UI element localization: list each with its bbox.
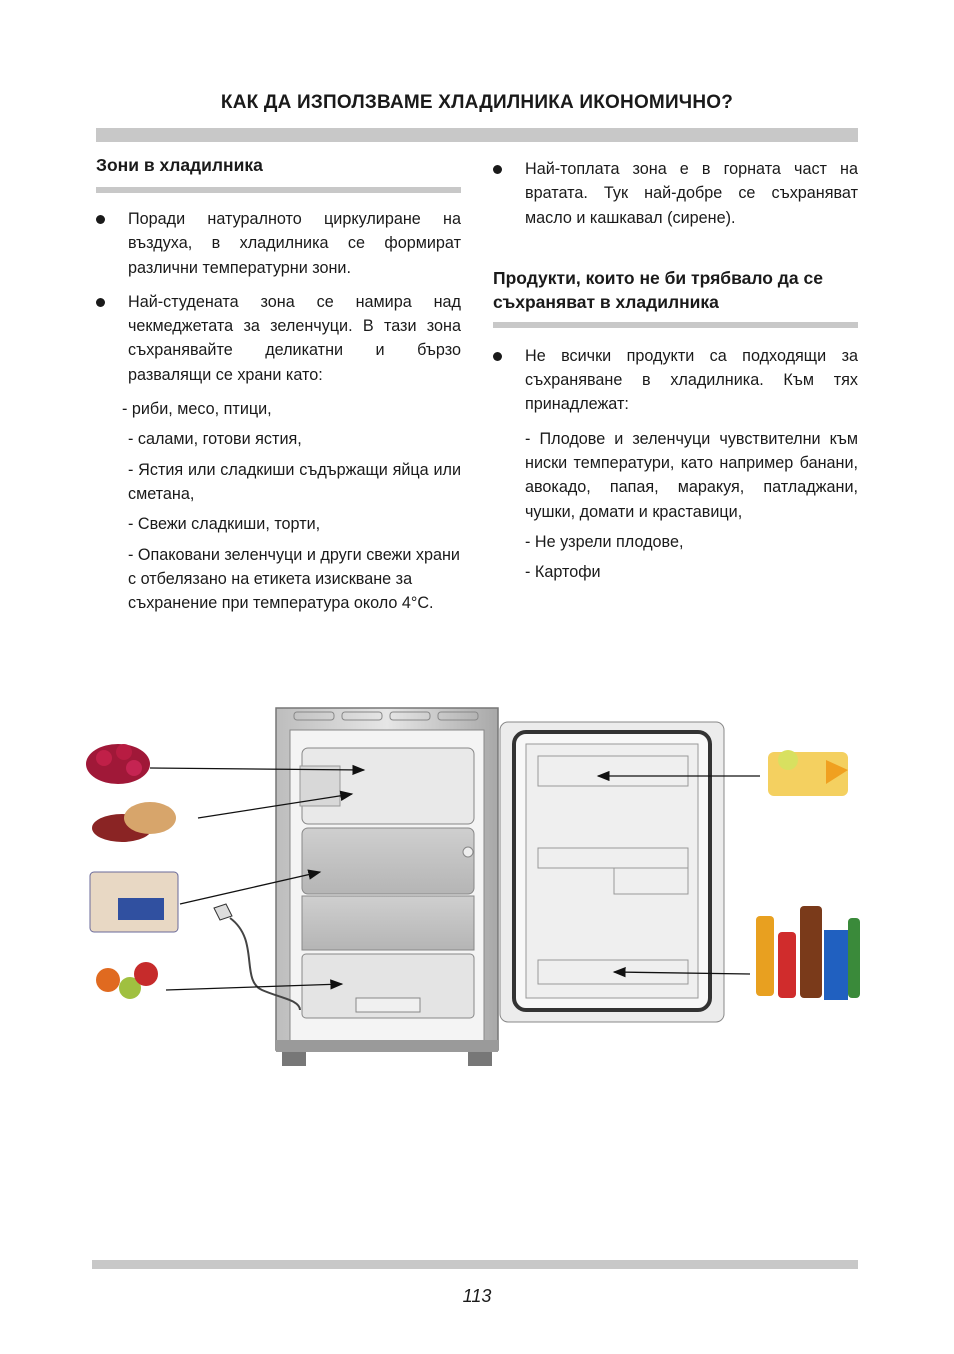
list-item: - Опаковани зеленчуци и други свежи храни с отбелязано на етикета изискване за съхранение при температура около 4°C. <box>128 545 460 613</box>
food-packaged-icon <box>90 872 178 932</box>
fridge-body <box>276 708 498 1066</box>
bullet-dot-icon <box>493 352 502 361</box>
section-rule <box>493 322 858 328</box>
food-drinks-icon <box>756 906 860 1000</box>
right-column <box>493 157 858 591</box>
bullet-item: Най-студената зона се намира над чекмеджетата за зеленчуци. В тази зона съхранявайте деликатни и бързо развалящи се храни като: <box>96 290 461 387</box>
food-meat-icon <box>92 802 176 842</box>
bullet-dot-icon <box>96 215 105 224</box>
title-rule <box>96 128 858 142</box>
left-column <box>96 153 461 621</box>
list-item: - Картофи <box>525 563 601 582</box>
list-item: - риби, месо, птици, <box>122 400 272 419</box>
fridge-door <box>500 722 724 1022</box>
bullet-item: Най-топлата зона е в горната част на вратата. Тук най-добре се съхраняват масло и кашкавал (сирене). <box>493 157 858 230</box>
section-heading-zones: Зони в хладилника <box>96 155 263 175</box>
list-item: - салами, готови ястия, <box>128 430 302 449</box>
bullet-dot-icon <box>493 165 502 174</box>
bullet-item: Не всички продукти са подходящи за съхраняване в хладилника. Към тях принадлежат: <box>493 344 858 417</box>
bullet-item: Поради натуралното циркулиране на въздуха, в хладилника се формират различни температурни зони. <box>96 207 461 280</box>
food-fruits-icon <box>96 962 158 999</box>
footer-rule <box>92 1260 858 1269</box>
list-item: - Свежи сладкиши, торти, <box>128 515 321 534</box>
fridge-illustration <box>0 680 954 1080</box>
list-item: - Ястия или сладкиши съдържащи яйца или сметана, <box>128 460 461 503</box>
plug-icon <box>214 904 232 920</box>
food-berries-icon <box>86 744 150 784</box>
bullet-dot-icon <box>96 298 105 307</box>
list-item: - Не узрели плодове, <box>525 532 684 551</box>
list-item: - Плодове и зеленчуци чувствителни към ниски температури, като например банани, авокадо, папая, маракуя, патладжани, чушки, домати и краставици, <box>525 429 858 521</box>
section-heading-products: Продукти, които не би трябвало да се съхраняват в хладилника <box>493 267 823 312</box>
page-title: КАК ДА ИЗПОЛЗВАМЕ ХЛАДИЛНИКА ИКОНОМИЧНО? <box>220 92 734 113</box>
food-dairy-icon <box>768 750 848 796</box>
section-rule <box>96 187 461 193</box>
page-number: 113 <box>462 1286 492 1306</box>
